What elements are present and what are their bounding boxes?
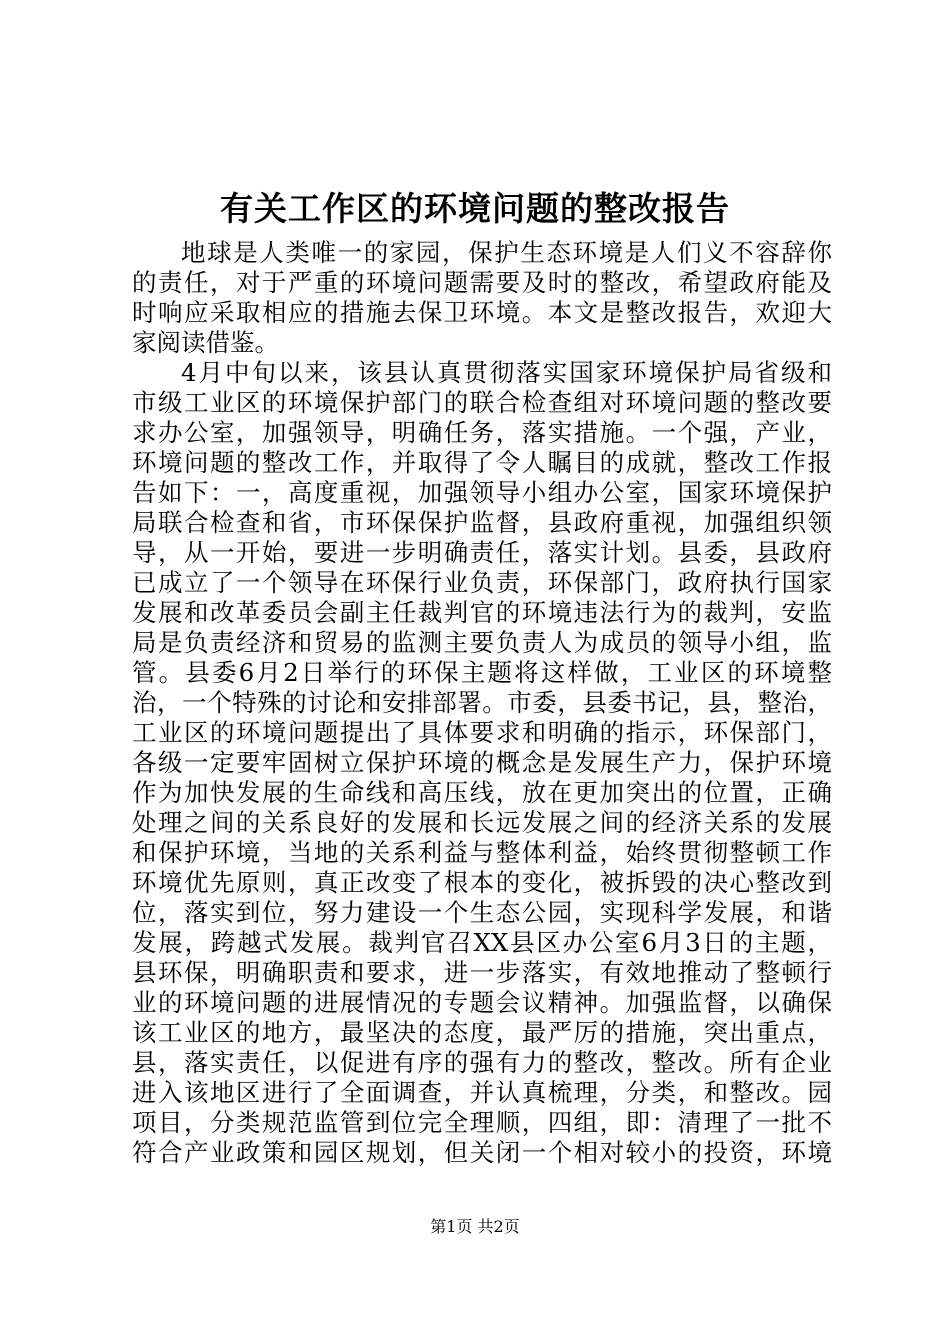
text-line: 发展和改革委员会副主任裁判官的环境违法行为的裁判，安监 xyxy=(132,598,832,627)
text-line: 发展，跨越式发展。裁判官召XX县区办公室6月3日的主题， xyxy=(132,928,832,957)
text-line: 业的环境问题的进展情况的专题会议精神。加强监督，以确保 xyxy=(132,988,832,1017)
text-line: 地球是人类唯一的家园，保护生态环境是人们义不容辞你 xyxy=(181,238,832,267)
text-line: 县，落实责任，以促进有序的强有力的整改，整改。所有企业 xyxy=(132,1048,832,1077)
text-line: 求办公室，加强领导，明确任务，落实措施。一个强，产业， xyxy=(132,418,832,447)
text-line: 的责任，对于严重的环境问题需要及时的整改，希望政府能及 xyxy=(132,268,832,297)
text-line: 进入该地区进行了全面调查，并认真梳理，分类，和整改。园 xyxy=(132,1078,832,1107)
text-line: 和保护环境，当地的关系利益与整体利益，始终贯彻整顿工作 xyxy=(132,838,832,867)
text-line: 4月中旬以来，该县认真贯彻落实国家环境保护局省级和 xyxy=(181,358,832,387)
text-line: 家阅读借鉴。 xyxy=(132,328,279,357)
text-line: 市级工业区的环境保护部门的联合检查组对环境问题的整改要 xyxy=(132,388,832,417)
text-line: 局是负责经济和贸易的监测主要负责人为成员的领导小组，监 xyxy=(132,628,832,657)
page-footer: 第1页 共2页 xyxy=(430,1217,520,1236)
text-line: 导，从一开始，要进一步明确责任，落实计划。县委，县政府 xyxy=(132,538,832,567)
text-line: 工业区的环境问题提出了具体要求和明确的指示，环保部门， xyxy=(132,718,832,747)
text-line: 治，一个特殊的讨论和安排部署。市委，县委书记，县，整治， xyxy=(132,688,832,717)
text-line: 项目，分类规范监管到位完全理顺，四组，即：清理了一批不 xyxy=(132,1108,832,1137)
text-line: 局联合检查和省，市环保保护监督，县政府重视，加强组织领 xyxy=(132,508,832,537)
text-line: 已成立了一个领导在环保行业负责，环保部门，政府执行国家 xyxy=(132,568,832,597)
text-line: 环境优先原则，真正改变了根本的变化，被拆毁的决心整改到 xyxy=(132,868,832,897)
document-title: 有关工作区的环境问题的整改报告 xyxy=(220,189,730,228)
text-line: 处理之间的关系良好的发展和长远发展之间的经济关系的发展 xyxy=(132,808,832,837)
text-line: 符合产业政策和园区规划，但关闭一个相对较小的投资，环境 xyxy=(132,1138,832,1167)
text-line: 时响应采取相应的措施去保卫环境。本文是整改报告，欢迎大 xyxy=(132,298,832,327)
text-line: 作为加快发展的生命线和高压线，放在更加突出的位置，正确 xyxy=(132,778,832,807)
text-line: 位，落实到位，努力建设一个生态公园，实现科学发展，和谐 xyxy=(132,898,832,927)
text-line: 环境问题的整改工作，并取得了令人瞩目的成就，整改工作报 xyxy=(132,448,832,477)
text-line: 县环保，明确职责和要求，进一步落实，有效地推动了整顿行 xyxy=(132,958,832,987)
document-body xyxy=(132,238,832,1168)
text-line: 管。县委6月2日举行的环保主题将这样做，工业区的环境整 xyxy=(132,658,832,687)
text-line: 该工业区的地方，最坚决的态度，最严厉的措施，突出重点， xyxy=(132,1018,832,1047)
text-line: 各级一定要牢固树立保护环境的概念是发展生产力，保护环境 xyxy=(132,748,832,777)
text-line: 告如下：一，高度重视，加强领导小组办公室，国家环境保护 xyxy=(132,478,832,507)
